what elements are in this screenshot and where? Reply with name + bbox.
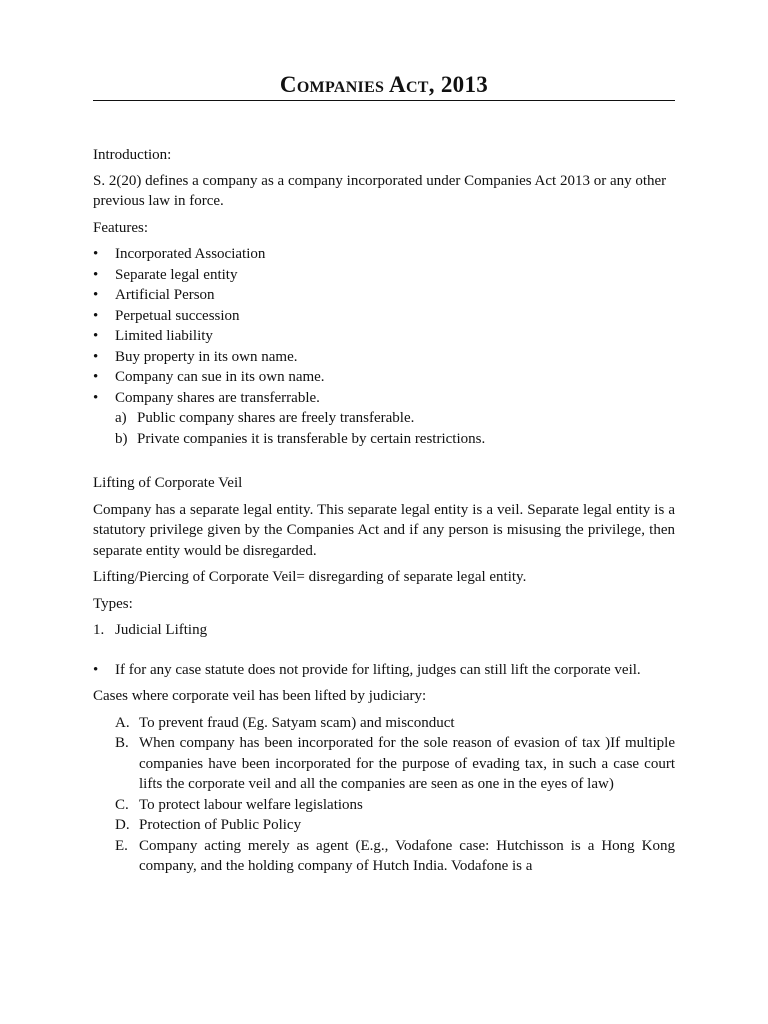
bullet-icon: • [93, 389, 99, 406]
list-item: D. Protection of Public Policy [115, 817, 302, 833]
bullet-icon: • [93, 246, 99, 262]
list-item: • Company can sue in its own name. [93, 367, 675, 388]
cases-list [93, 713, 675, 877]
bullet-icon: • [93, 287, 99, 303]
list-item: C. To protect labour welfare legislations [115, 796, 363, 813]
features-list [93, 244, 675, 408]
types-heading: Types: [93, 595, 133, 612]
intro-heading: Introduction: [93, 147, 172, 163]
list-item: A. To prevent fraud (Eg. Satyam scam) and misconduct [115, 714, 455, 731]
veil-paragraph: Company has a separate legal entity. This separate legal entity is a veil. Separate legal entity is a statutory privilege given by the Companies Act and if any person is misusing the privilege, then separate entity would be disregarded. [93, 501, 675, 559]
list-item: E. Company acting merely as agent (E.g., Vodafone case: Hutchisson is a Hong Kong company, and the holding company of Hutch India. Vodafone is a [115, 837, 675, 874]
list-item: b) Private companies it is transferable by certain restrictions. [115, 430, 486, 447]
veil-definition: Lifting/Piercing of Corporate Veil= disregarding of separate legal entity. [93, 569, 527, 585]
cases-heading: Cases where corporate veil has been lifted by judiciary: [93, 688, 427, 704]
list-item: • Perpetual succession [93, 306, 675, 327]
features-heading: Features: [93, 219, 148, 236]
bullet-icon: • [93, 661, 99, 678]
list-item: • Limited liability [93, 326, 675, 347]
bullet-icon: • [93, 266, 99, 283]
list-item: • Separate legal entity [93, 265, 675, 286]
list-item: • Company shares are transferrable. [93, 388, 675, 409]
veil-heading: Lifting of Corporate Veil [93, 475, 243, 491]
judicial-bullet-list [93, 660, 675, 681]
list-item: • If for any case statute does not provide for lifting, judges can still lift the corporate veil. [93, 660, 675, 681]
bullet-icon: • [93, 348, 99, 365]
list-item: • Incorporated Association [93, 244, 675, 265]
type-judicial-lifting: 1. Judicial Lifting [93, 622, 208, 638]
document-body [93, 70, 675, 877]
title-underline [93, 100, 675, 101]
list-item: • Artificial Person [93, 285, 675, 306]
share-transfer-sublist [93, 408, 675, 449]
bullet-icon: • [93, 328, 99, 344]
intro-paragraph: S. 2(20) defines a company as a company incorporated under Companies Act 2013 or any other previous law in force. [93, 172, 667, 209]
list-item: B. When company has been incorporated for the sole reason of evasion of tax )If multiple companies have been incorporated for the purpose of evading tax, in such a case court lifts the corporate veil and all the companies are seen as one in the eyes of law) [115, 735, 675, 792]
bullet-icon: • [93, 307, 99, 324]
document-title: Companies Act, 2013 [279, 72, 489, 97]
list-item: a) Public company shares are freely transferable. [115, 410, 415, 426]
list-item: • Buy property in its own name. [93, 347, 675, 368]
bullet-icon: • [93, 369, 99, 385]
